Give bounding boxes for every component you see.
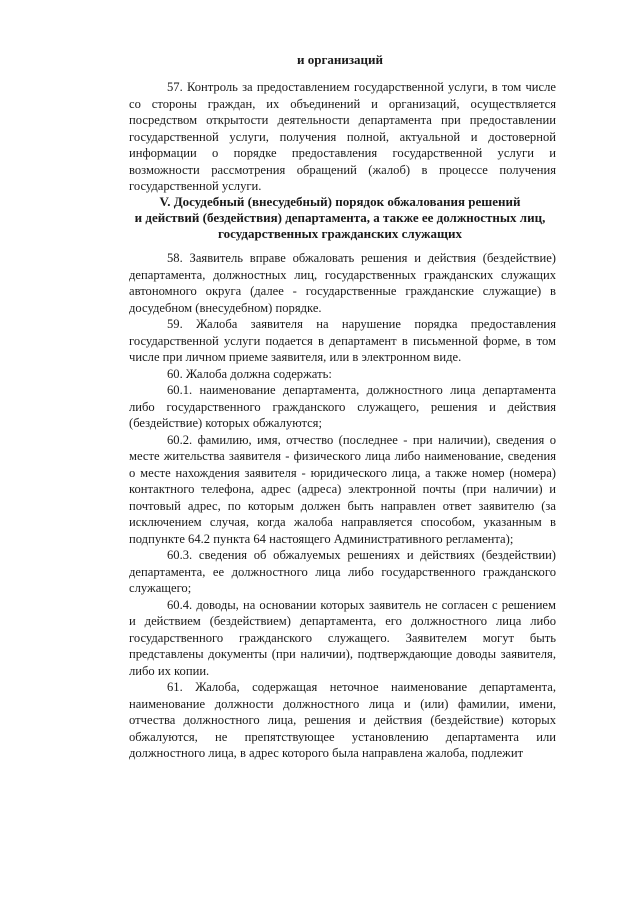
section-v-heading [100, 194, 580, 242]
paragraph-57: 57. Контроль за предоставлением государственной услуги, в том числе со стороны граждан, их объединений и организаций, осуществляется посредством открытости деятельности департамента при предоставлении государственной услуги, получения полной, актуальной и достоверной информации о порядке предоставления государственной услуги и возможности рассмотрения обращений (жалоб) в процессе получения государственной услуги. [129, 80, 556, 193]
paragraph-60-3: 60.3. сведения об обжалуемых решениях и действиях (бездействии) департамента, ее должностного лица либо государственного гражданского служащего; [129, 548, 556, 595]
paragraph-60-2: 60.2. фамилию, имя, отчество (последнее - при наличии), сведения о месте жительства заявителя - физического лица либо наименование, сведения о месте нахождения заявителя - юридического лица, а также номер (номера) контактного телефона, адрес (адреса) электронной почты (при наличии) и почтовый адрес, по которым должен быть направлен ответ заявителю (за исключением случая, когда жалоба направляется способом, указанным в подпункте 64.2 пункта 64 настоящего Административного регламента); [129, 432, 556, 546]
body-text [129, 250, 556, 762]
page-top-heading: и организаций [296, 52, 384, 67]
paragraph-58: 58. Заявитель вправе обжаловать решения и действия (бездействие) департамента, должностных лиц, государственных гражданских служащих автономного округа (далее - государственные гражданские служащие) в досудебном (внесудебном) порядке. [129, 251, 556, 315]
paragraph-60: 60. Жалоба должна содержать: [167, 366, 332, 381]
section-heading-line-1: V. Досудебный (внесудебный) порядок обжалования решений [159, 194, 521, 209]
section-heading-line-3: государственных гражданских служащих [218, 226, 462, 241]
section-heading-line-2: и действий (бездействия) департамента, а также ее должностных лиц, [134, 210, 546, 225]
paragraph-59: 59. Жалоба заявителя на нарушение порядка предоставления государственной услуги подается в департамент в письменной форме, в том числе при личном приеме заявителя, или в электронном виде. [129, 317, 556, 364]
paragraph-61: 61. Жалоба, содержащая неточное наименование департамента, наименование должности должностного лица и (или) фамилии, имени, отчества должностного лица, решения и действия (бездействие) которых обжалуются, не препятствующее установлению департамента или должностного лица, в адрес которого была направлена жалоба, подлежит [129, 680, 556, 760]
paragraph-60-1: 60.1. наименование департамента, должностного лица департамента либо государственного гражданского служащего, решения и действия (бездействие) которых обжалуются; [129, 383, 556, 430]
paragraph-57-block [129, 79, 556, 195]
paragraph-60-4: 60.4. доводы, на основании которых заявитель не согласен с решением и действием (бездействием) департамента, его должностного лица либо государственного гражданского служащего. Заявителем могут быть представлены документы (при наличии), подтверждающие доводы заявителя, либо их копии. [129, 597, 556, 678]
